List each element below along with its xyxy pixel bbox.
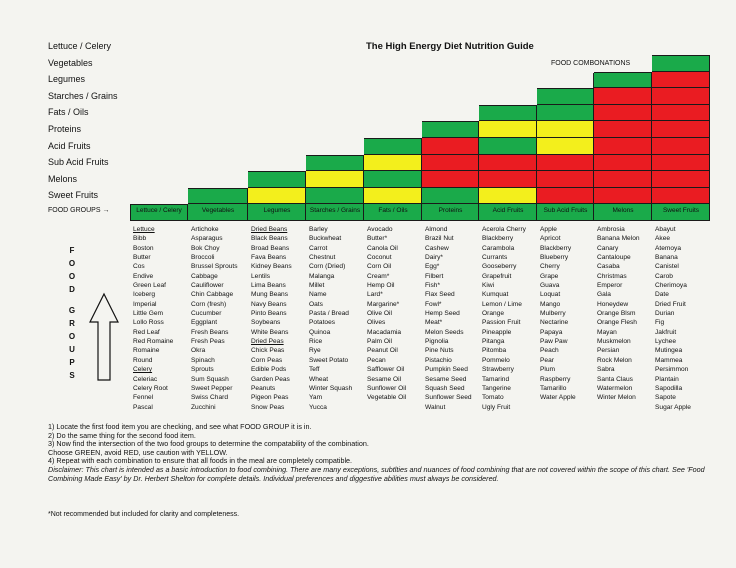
food-item: Quinoa <box>309 328 331 336</box>
grid-cell <box>652 105 710 122</box>
food-item: Chick Peas <box>251 347 285 355</box>
food-item: Pinto Beans <box>251 310 287 318</box>
food-item: Cashew <box>425 244 449 252</box>
food-item: Canistel <box>655 263 679 271</box>
row-label: Proteins <box>48 124 82 134</box>
grid-cell <box>537 121 594 138</box>
food-item: Fresh Peas <box>191 338 225 346</box>
food-item: Rice <box>309 338 323 346</box>
food-item: Brazil Nut <box>425 235 454 243</box>
food-item: Jakfruit <box>655 328 677 336</box>
grid-cell <box>364 138 422 155</box>
food-item: Water Apple <box>540 394 576 402</box>
food-item: Avocado <box>367 226 393 233</box>
food-item: Rock Melon <box>597 356 632 364</box>
column-header: Fats / Oils <box>378 207 408 214</box>
food-item: Pascal <box>133 403 153 411</box>
food-item: Pommelo <box>482 356 510 364</box>
grid-cell <box>652 88 710 105</box>
food-item: Plantain <box>655 375 679 383</box>
vertical-letter: P <box>69 358 75 367</box>
food-item: Blackberry <box>540 244 572 252</box>
food-item: Ugly Fruit <box>482 403 511 411</box>
food-item: Garden Peas <box>251 375 290 383</box>
grid-cell <box>479 105 537 122</box>
vertical-letter: O <box>68 332 76 341</box>
food-column <box>309 225 352 412</box>
food-item: Bok Choy <box>191 244 220 252</box>
vertical-letter: F <box>69 246 75 255</box>
food-item: Cos <box>133 263 145 271</box>
food-item: Mayan <box>597 328 617 336</box>
column-header: Melons <box>612 207 634 214</box>
food-item: Guava <box>540 282 560 290</box>
food-item: Banana <box>655 254 678 262</box>
food-item: Honeydew <box>597 300 629 308</box>
food-item: Artichoke <box>191 226 219 233</box>
food-item: Corn Oil <box>367 263 392 271</box>
food-item: Atemoya <box>655 244 682 252</box>
grid-cell <box>652 121 710 138</box>
food-item: Cabbage <box>191 272 218 280</box>
food-item: Round <box>133 356 153 364</box>
food-item: Pigeon Peas <box>251 394 289 402</box>
food-item: Cucumber <box>191 310 222 318</box>
food-item: Pistachio <box>425 356 452 364</box>
food-item: Muskmelon <box>597 338 631 346</box>
food-item: Teff <box>309 366 320 374</box>
grid-cell <box>306 155 364 172</box>
food-item: Durian <box>655 310 675 318</box>
food-item: Grape <box>540 272 559 280</box>
vertical-letter: O <box>68 272 76 281</box>
food-item: Chin Cabbage <box>191 291 234 299</box>
up-arrow-icon <box>88 292 120 382</box>
food-item: Canary <box>597 244 619 252</box>
food-item: Gooseberry <box>482 263 517 271</box>
food-item: Tamarind <box>482 375 510 383</box>
food-item: Celery Root <box>133 384 168 392</box>
food-item: Peach <box>540 347 559 355</box>
food-item: Dried Fruit <box>655 300 686 308</box>
food-item: Okra <box>191 347 206 355</box>
food-item: Endive <box>133 272 154 280</box>
food-item: Mutingea <box>655 347 683 355</box>
food-item: Dried Peas <box>251 338 284 346</box>
row-label: Vegetables <box>48 57 93 68</box>
food-item: Peanut Oil <box>367 347 398 355</box>
vertical-letter: G <box>68 306 76 315</box>
column-header: Vegetables <box>201 207 235 214</box>
food-item: Fennel <box>133 394 154 402</box>
food-item: Eggplant <box>191 319 218 327</box>
grid-cell <box>652 72 710 89</box>
legend-title: FOOD COMBONATIONS <box>551 60 631 67</box>
food-item: Christmas <box>597 272 627 280</box>
food-item: Nectarine <box>540 319 569 327</box>
food-column <box>133 225 173 412</box>
food-item: Swiss Chard <box>191 394 229 402</box>
column-header: Sub Acid Fruits <box>543 207 588 214</box>
food-item: Melon Seeds <box>425 328 464 336</box>
food-item: Buckwheat <box>309 235 342 243</box>
food-item: Lollo Ross <box>133 319 164 327</box>
food-item: Kidney Beans <box>251 263 292 271</box>
food-item: Almond <box>425 226 448 233</box>
food-item: Sapodilla <box>655 384 683 392</box>
grid-cell <box>306 188 364 205</box>
food-item: Pine Nuts <box>425 347 454 355</box>
grid-cell <box>594 188 652 205</box>
food-item: Sweet Potato <box>309 356 349 364</box>
food-item: Navy Beans <box>251 300 287 308</box>
food-item <box>367 403 406 412</box>
grid-cell <box>594 72 652 89</box>
food-column <box>191 225 238 412</box>
grid-cell <box>537 171 594 188</box>
food-item: Green Leaf <box>133 282 166 290</box>
food-item: Pasta / Bread <box>309 310 349 318</box>
grid-cell <box>652 155 710 172</box>
food-item: Black Beans <box>251 235 288 243</box>
food-item: Lentils <box>251 272 271 280</box>
column-header: Acid Fruits <box>492 207 524 214</box>
grid-cell <box>594 88 652 105</box>
food-item: Broad Beans <box>251 244 290 252</box>
food-item: Snow Peas <box>251 403 285 411</box>
instruction-2: 2) Do the same thing for the second food item. <box>48 430 196 440</box>
food-item: Soybeans <box>251 319 281 327</box>
row-label: Legumes <box>48 74 86 85</box>
food-item: Canola Oil <box>367 244 398 252</box>
food-item: Fava Beans <box>251 254 287 262</box>
food-column <box>540 225 576 412</box>
food-item: Mulberry <box>540 310 566 318</box>
food-item: Coconut <box>367 254 392 262</box>
food-item: Papaya <box>540 328 563 336</box>
food-item: Ambrosia <box>597 226 625 233</box>
food-item: Mango <box>540 300 561 308</box>
food-column <box>251 225 292 412</box>
food-item: Corn (Dried) <box>309 263 346 271</box>
food-item: Olive Oil <box>367 310 392 318</box>
food-item: Rye <box>309 347 321 355</box>
column-header: Sweet Fruits <box>662 207 700 214</box>
grid-cell <box>652 171 710 188</box>
food-item: Grapefruit <box>482 272 512 280</box>
grid-cell <box>248 171 306 188</box>
food-item: Winter Squash <box>309 384 353 392</box>
instruction-3: 3) Now find the intersection of the two food groups to determine the compatability of the combination. <box>48 439 369 449</box>
food-item: Sunflower Oil <box>367 384 407 392</box>
grid-cell <box>364 155 422 172</box>
food-item: Apple <box>540 226 557 233</box>
row-label: Starches / Grains <box>48 90 118 101</box>
food-item: Wheat <box>309 375 329 383</box>
food-item: Gala <box>597 291 611 299</box>
food-item: Pitomba <box>482 347 507 355</box>
grid-cell <box>652 138 710 155</box>
food-item: Spinach <box>191 356 215 364</box>
food-item: Filbert <box>425 272 444 280</box>
food-item: Persian <box>597 347 620 355</box>
food-item: Safflower Oil <box>367 366 405 374</box>
food-item: Peanuts <box>251 384 276 392</box>
food-item: Millet <box>309 282 325 290</box>
food-item: Cantaloupe <box>597 254 631 262</box>
food-item: Sweet Pepper <box>191 384 233 392</box>
food-item: Fowl* <box>425 300 442 308</box>
food-item: Abayut <box>655 226 676 233</box>
food-item: Date <box>655 291 669 299</box>
grid-cell <box>652 188 710 205</box>
food-item: Imperial <box>133 300 157 308</box>
vertical-letter: S <box>69 371 75 380</box>
food-item: Butter* <box>367 235 388 243</box>
grid-cell <box>248 188 306 205</box>
food-item: Cherry <box>540 263 560 271</box>
vertical-letter: O <box>68 259 76 268</box>
grid-cell <box>594 121 652 138</box>
food-item: Mung Beans <box>251 291 289 299</box>
food-item: Pecan <box>367 356 386 364</box>
food-item: Tamarillo <box>540 384 567 392</box>
row-label: Sub Acid Fruits <box>48 157 109 168</box>
food-item: Pear <box>540 356 554 364</box>
food-item: Oats <box>309 300 323 308</box>
food-item: Pignolia <box>425 338 449 346</box>
food-item: Blackberry <box>482 235 514 243</box>
food-item: Sapote <box>655 394 676 402</box>
food-item: Edible Pods <box>251 366 287 374</box>
food-item: Cherimoya <box>655 282 687 290</box>
grid-cell <box>652 55 710 72</box>
grid-cell <box>479 121 537 138</box>
food-item: Lard* <box>367 291 383 299</box>
food-item: Paw Paw <box>540 338 568 346</box>
food-item: Loquat <box>540 291 561 299</box>
food-item: Carambola <box>482 244 515 252</box>
food-item: Tangerine <box>482 384 511 392</box>
grid-cell <box>188 188 248 205</box>
food-column <box>425 225 472 412</box>
row-label: Lettuce / Celery <box>48 41 112 51</box>
food-item: Tomato <box>482 394 504 402</box>
food-item: Fresh Beans <box>191 328 229 336</box>
food-item: Passion Fruit <box>482 319 521 327</box>
food-item: Lemon / Lime <box>482 300 522 308</box>
food-item: Egg* <box>425 263 440 271</box>
food-item: Pumpkin Seed <box>425 366 468 374</box>
column-header: Lettuce / Celery <box>136 207 182 214</box>
food-item: Lima Beans <box>251 282 286 290</box>
vertical-letter: R <box>69 319 75 328</box>
grid-cell <box>537 105 594 122</box>
food-item: Sesame Oil <box>367 375 402 383</box>
food-item: Lychee <box>655 338 677 346</box>
food-item: Fish* <box>425 282 441 290</box>
grid-cell <box>594 138 652 155</box>
food-item: Iceberg <box>133 291 155 299</box>
food-item: Cauliflower <box>191 282 224 290</box>
food-item: Strawberry <box>482 366 514 374</box>
food-item: Zucchini <box>191 403 216 411</box>
food-item: Hemp Seed <box>425 310 460 318</box>
row-label: Sweet Fruits <box>48 190 99 201</box>
food-item: Asparagus <box>191 235 223 243</box>
footnote: *Not recommended but included for clarity and completeness. <box>48 511 240 518</box>
food-item: Sesame Seed <box>425 375 467 383</box>
grid-cell <box>364 188 422 205</box>
row-label: Acid Fruits <box>48 140 91 151</box>
food-item: Dried Beans <box>251 226 288 233</box>
food-item: Corn Peas <box>251 356 283 364</box>
grid-cell <box>479 171 537 188</box>
food-item: Sunflower Seed <box>425 394 472 402</box>
grid-cell <box>422 121 479 138</box>
food-item: Palm Oil <box>367 338 392 346</box>
food-item: Potatoes <box>309 319 336 327</box>
grid-cell <box>537 188 594 205</box>
food-item: Lettuce <box>133 226 155 233</box>
food-item: Walnut <box>425 403 446 411</box>
grid-cell <box>479 155 537 172</box>
food-item: Currants <box>482 254 508 262</box>
grid-cell <box>537 88 594 105</box>
food-item: Corn (fresh) <box>191 300 227 308</box>
food-item: Sum Squash <box>191 375 229 383</box>
food-item: Yucca <box>309 403 327 411</box>
food-item: Barley <box>309 226 328 233</box>
instruction-1: 1) Locate the first food item you are checking, and see what FOOD GROUP it is in. <box>48 422 312 431</box>
food-item: Hemp Oil <box>367 282 395 290</box>
food-item: Akee <box>655 235 671 243</box>
column-header: Legumes <box>263 207 291 214</box>
food-item: Sprouts <box>191 366 214 374</box>
row-label: Fats / Oils <box>48 107 89 118</box>
food-item: Celeriac <box>133 375 158 383</box>
food-item <box>540 403 576 412</box>
page-title: The High Energy Diet Nutrition Guide <box>366 41 534 52</box>
food-item: Malanga <box>309 272 335 280</box>
food-item: White Beans <box>251 328 289 336</box>
vertical-letter: D <box>69 285 75 294</box>
grid-cell <box>422 138 479 155</box>
food-item: Butter <box>133 254 151 262</box>
food-item: Flax Seed <box>425 291 455 299</box>
grid-cell <box>537 155 594 172</box>
grid-cell <box>364 171 422 188</box>
food-item: Boston <box>133 244 154 252</box>
food-column <box>597 225 640 412</box>
vertical-letter: U <box>69 345 75 354</box>
food-item: Sabra <box>597 366 615 374</box>
food-item: Romaine <box>133 347 160 355</box>
instruction-3b: Choose GREEN, avoid RED, use caution with YELLOW. <box>48 447 228 457</box>
instructions <box>48 423 708 483</box>
grid-cell <box>479 138 537 155</box>
food-item: Yam <box>309 394 323 402</box>
food-item: Kiwi <box>482 282 495 290</box>
grid-cell <box>422 188 479 205</box>
grid-cell <box>422 171 479 188</box>
food-item: Carrot <box>309 244 328 252</box>
food-item: Santa Claus <box>597 375 633 383</box>
food-item: Winter Melon <box>597 394 636 402</box>
food-item: Fig <box>655 319 665 327</box>
row-label: Melons <box>48 173 78 184</box>
food-item: Orange Blsm <box>597 310 636 318</box>
column-header: Proteins <box>438 207 463 214</box>
disclaimer: Disclaimer: This chart is intended as a basic introduction to food combining. There are many exceptions, subtlties and nuances of food combining that are not covered within the scope of this chart. See 'Food Combining Made Easy' by Dr. Herbert Shelton for complete details. Individual preferences and diggestive abilities must always be considered. <box>48 464 705 483</box>
food-item: Acerola Cherry <box>482 226 526 233</box>
food-item: Olives <box>367 319 386 327</box>
food-item <box>597 403 640 412</box>
food-item: Orange Flesh <box>597 319 637 327</box>
food-column <box>367 225 406 412</box>
food-item: Celery <box>133 366 153 374</box>
food-item: Brussel Sprouts <box>191 263 238 271</box>
food-item: Bibb <box>133 235 147 243</box>
food-item: Carob <box>655 272 673 280</box>
food-item: Macadamia <box>367 328 402 336</box>
food-item: Plum <box>540 366 556 374</box>
food-item: Blueberry <box>540 254 569 262</box>
food-item: Red Leaf <box>133 328 160 336</box>
grid-cell <box>306 171 364 188</box>
food-column <box>482 225 526 412</box>
food-item: Pitanga <box>482 338 505 346</box>
grid-cell <box>479 188 537 205</box>
food-item: Kumquat <box>482 291 509 299</box>
grid-cell <box>422 155 479 172</box>
food-item: Squash Seed <box>425 384 465 392</box>
grid-cell <box>537 138 594 155</box>
food-item: Margarine* <box>367 300 400 308</box>
food-item: Casaba <box>597 263 620 271</box>
food-item: Dairy* <box>425 254 443 262</box>
column-header: Starches / Grains <box>309 207 361 214</box>
food-item: Emperor <box>597 282 623 290</box>
food-item: Persimmon <box>655 366 689 374</box>
food-item: Name <box>309 291 327 299</box>
food-item: Chestnut <box>309 254 336 262</box>
food-item: Sugar Apple <box>655 403 691 411</box>
food-item: Mammea <box>655 356 683 364</box>
instruction-4: 4) Repeat with each combination to ensure that all foods in the meal are completely compatible. <box>48 456 353 466</box>
food-item: Pineapple <box>482 328 512 336</box>
food-groups-label: FOOD GROUPS → <box>48 207 110 214</box>
food-item: Cream* <box>367 272 390 280</box>
grid-cell <box>594 171 652 188</box>
food-item: Little Gem <box>133 310 164 318</box>
food-item: Raspberry <box>540 375 571 383</box>
food-item: Meat* <box>425 319 443 327</box>
food-item: Red Romaine <box>133 338 174 346</box>
food-item: Orange <box>482 310 504 318</box>
food-item: Apricot <box>540 235 561 243</box>
grid-cell <box>594 155 652 172</box>
food-item: Banana Melon <box>597 235 640 243</box>
food-column <box>655 225 691 412</box>
food-item: Broccoli <box>191 254 215 262</box>
grid-cell <box>594 105 652 122</box>
food-item: Watermelon <box>597 384 633 392</box>
food-item: Vegetable Oil <box>367 394 407 402</box>
